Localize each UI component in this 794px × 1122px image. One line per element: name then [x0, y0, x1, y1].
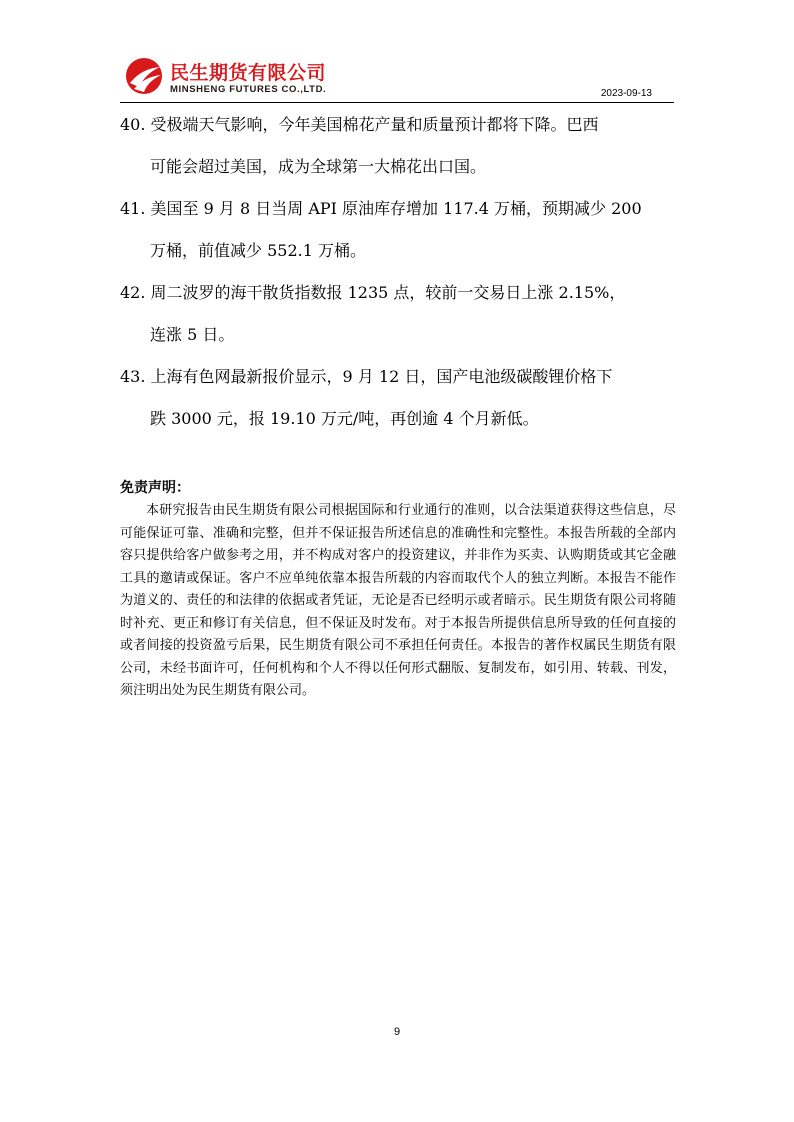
page-header [120, 52, 674, 102]
page-number: 9 [393, 1026, 401, 1038]
disclaimer-body: 本研究报告由民生期货有限公司根据国际和行业通行的准则，以合法渠道获得这些信息，尽可能保证可靠、准确和完整，但并不保证报告所述信息的准确性和完整性。本报告所载的全部内容只提供给客户做参考之用，并不构成对客户的投资建议，并非作为买卖、认购期货或其它金融工具的邀请或保证。客户不应单纯依靠本报告所载的内容而取代个人的独立判断。本报告不能作为道义的、责任的和法律的依据或者凭证，无论是否已经明示或者暗示。民生期货有限公司将随时补充、更正和修订有关信息，但不保证及时发布。对于本报告所提供信息所导致的任何直接的或者间接的投资盈亏后果，民生期货有限公司不承担任何责任。本报告的著作权属民生期货有限公司，未经书面许可，任何机构和个人不得以任何形式翻版、复制发布，如引用、转载、刊发，须注明出处为民生期货有限公司。 [120, 503, 676, 698]
minsheng-swoosh-logo-icon [124, 56, 164, 96]
news-item-42-line2: 连涨 5 日。 [150, 325, 235, 344]
news-item-42 [120, 272, 680, 356]
header-divider [120, 102, 674, 103]
news-item-40 [120, 104, 680, 188]
report-date: 2023-09-13 [600, 88, 652, 99]
news-item-42-line1: 42. 周二波罗的海干散货指数报 1235 点，较前一交易日上涨 2.15%， [120, 283, 626, 302]
news-item-40-line1: 40. 受极端天气影响，今年美国棉花产量和质量预计都将下降。巴西 [120, 115, 599, 134]
disclaimer-title: 免责声明： [120, 480, 190, 496]
news-item-43-line2: 跌 3000 元，报 19.10 万元/吨，再创逾 4 个月新低。 [150, 409, 539, 428]
disclaimer-section [120, 478, 676, 703]
news-item-43 [120, 356, 680, 440]
news-item-43-line1: 43. 上海有色网最新报价显示，9 月 12 日，国产电池级碳酸锂价格下 [120, 367, 613, 386]
news-item-41 [120, 188, 680, 272]
news-item-40-line2: 可能会超过美国，成为全球第一大棉花出口国。 [150, 157, 487, 176]
news-item-41-line2: 万桶，前值减少 552.1 万桶。 [150, 241, 366, 260]
news-list [120, 104, 680, 440]
news-item-41-line1: 41. 美国至 9 月 8 日当周 API 原油库存增加 117.4 万桶，预期减少 200 [120, 199, 642, 218]
company-name-cn: 民生期货有限公司 [170, 62, 327, 84]
company-name-en: MINSHENG FUTURES CO.,LTD. [170, 84, 327, 95]
